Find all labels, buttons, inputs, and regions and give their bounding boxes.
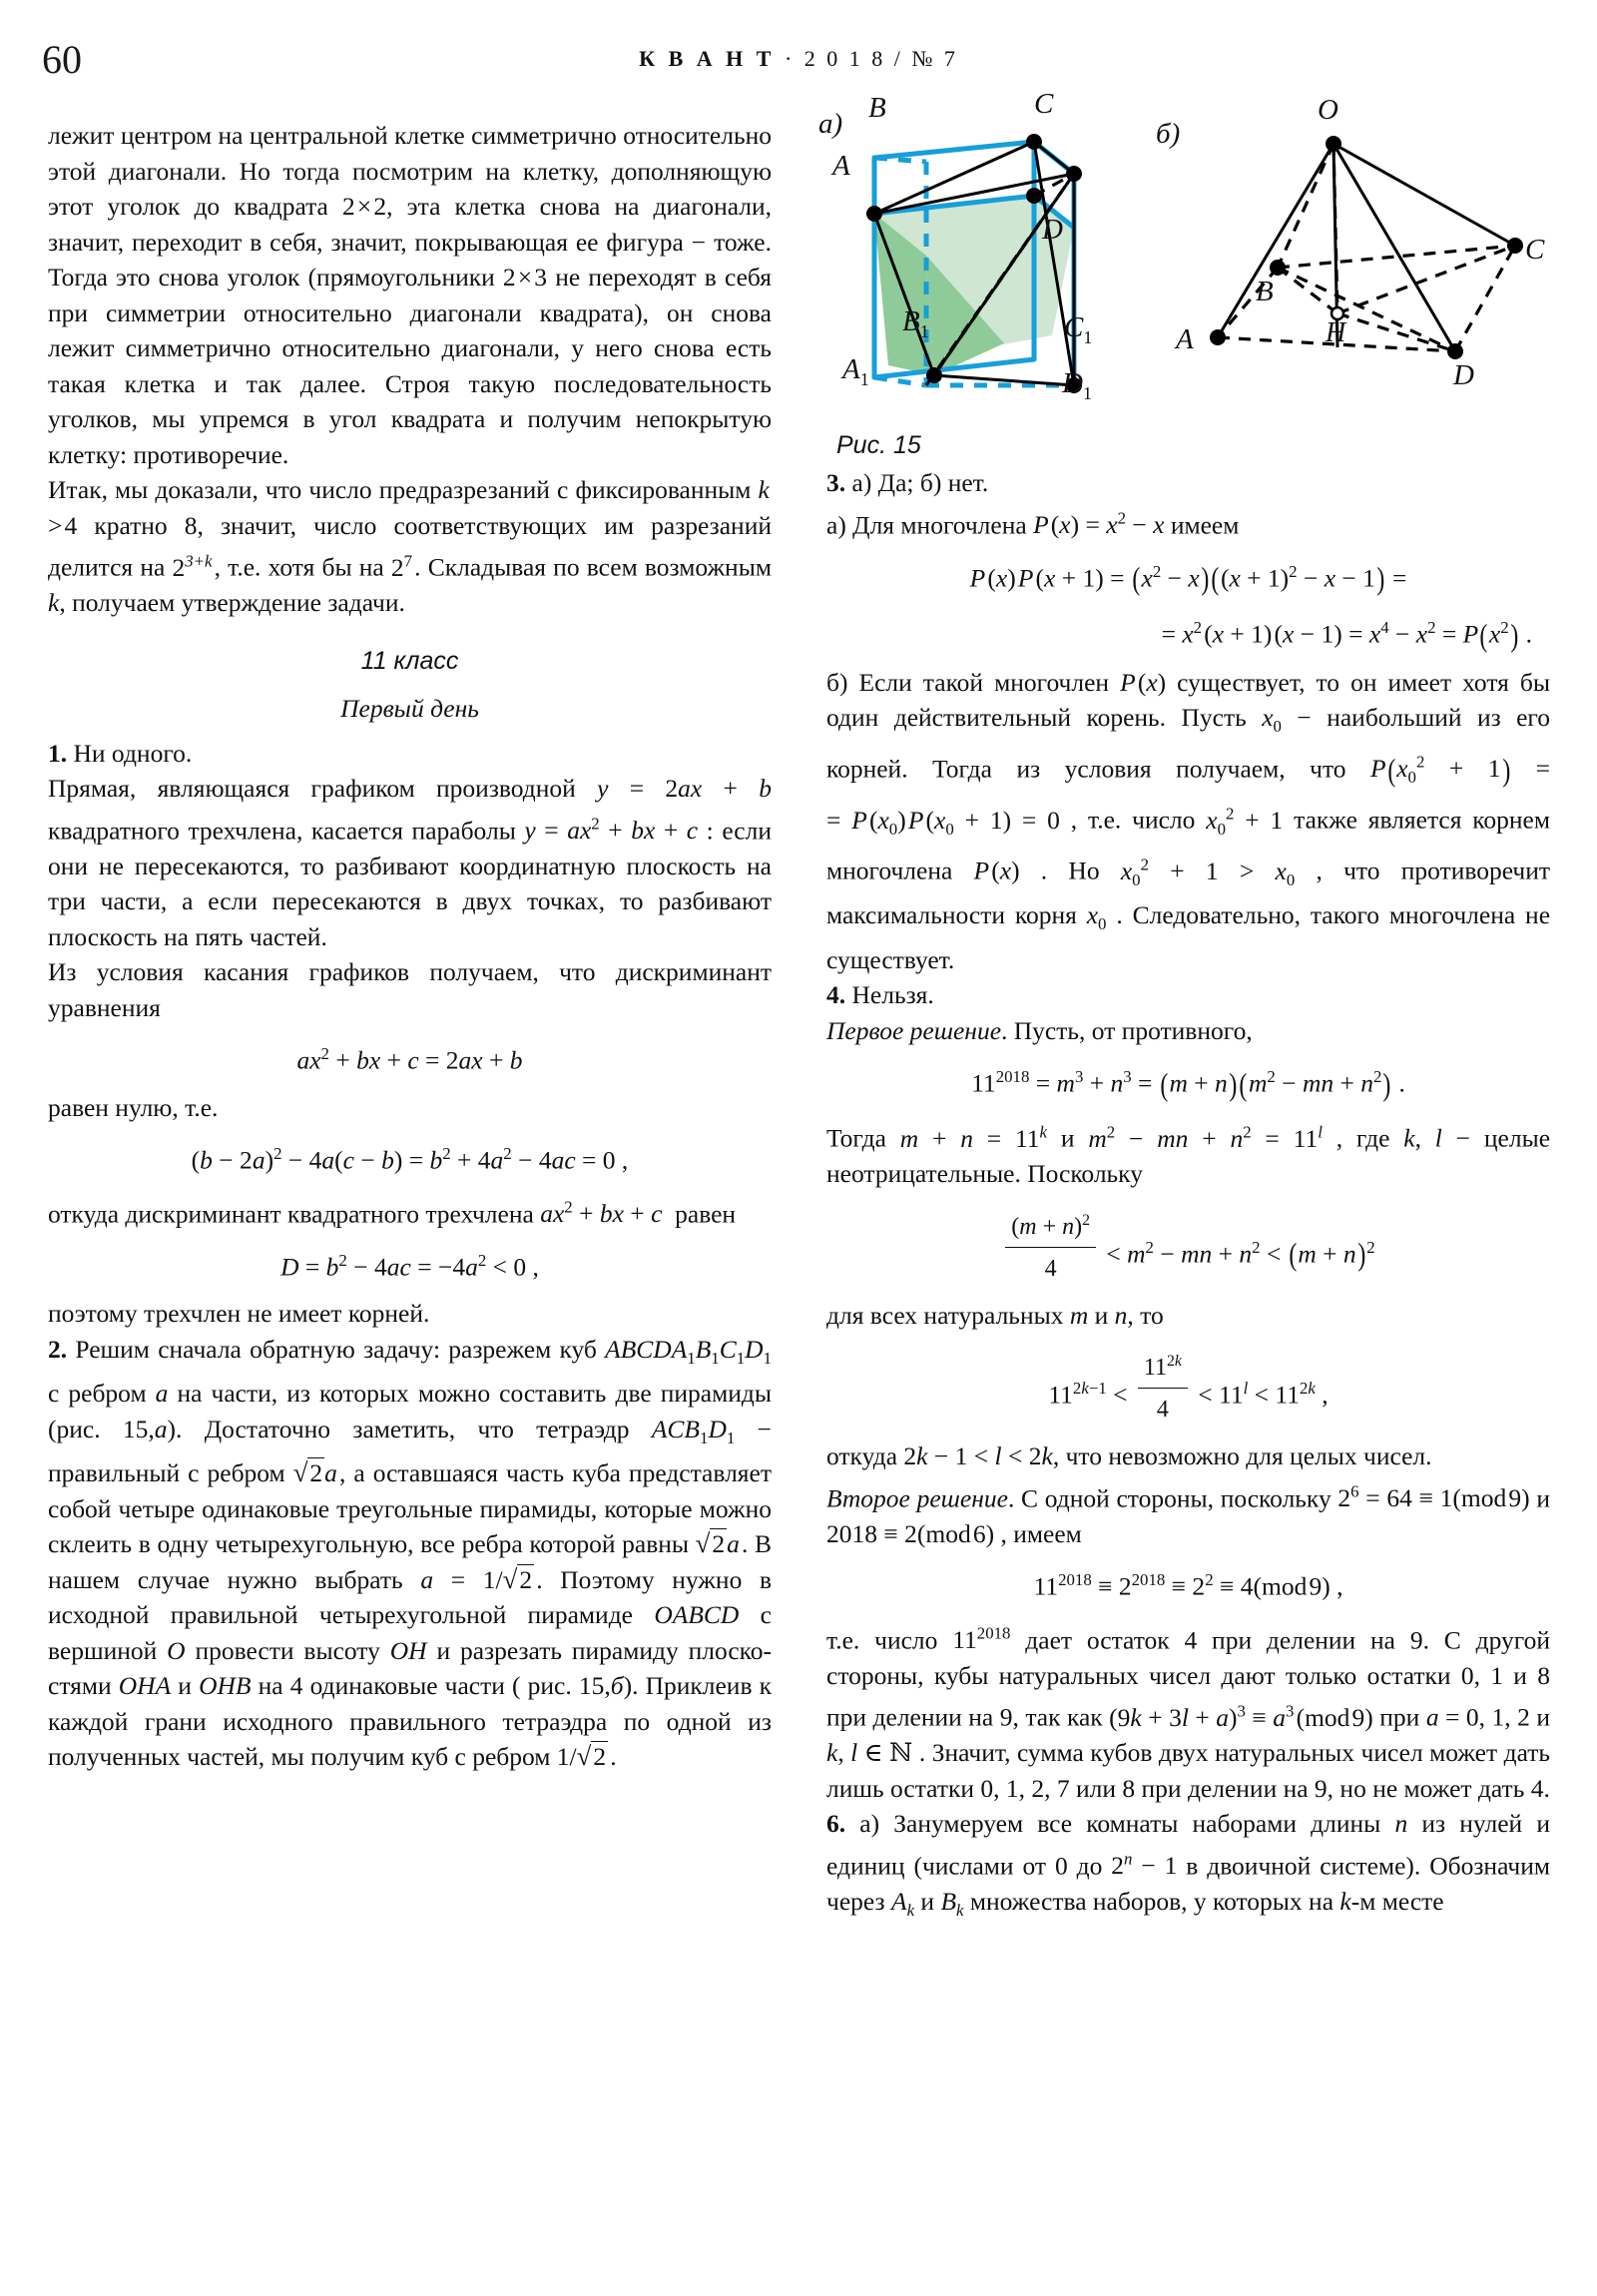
problem-2-number: 2. — [48, 1334, 68, 1364]
problem-1-answer: Ни одного. — [73, 738, 193, 768]
masthead-separator: · — [784, 46, 796, 71]
label-O: O — [1318, 94, 1338, 126]
problem-1-body-1: Прямая, являющаяся графиком производной y = 2ax + b квадратного трехчлена, касается параболы $y = ax^2$ + bx + c : если они не пересекаются, то разбивают координатную плоскость на три части, а если пересекаются в двух точках, то разбивают плоскость на пять частей. — [48, 774, 772, 951]
fraction-11-2k-over-4: $\frac{11^{2k}}{4}$ — [1138, 1342, 1188, 1430]
problem-6: 6. а) Занумеруем все комнаты наборами длины n из нулей и единиц (числами от 0 до $2^n - 1$ в двоичной системе). Обозначим через $A_k$ и $B_k$ множества наборов, у которых на k-м месте — [826, 1809, 1551, 1920]
figure-part-b-label: б) — [1156, 118, 1181, 150]
paragraph-conclusion: Итак, мы доказали, что число предразрезаний с фиксированным k > 4 кратно 8, значит, число соответствующих им разрезаний делится на $2^{3+k}$ , т.е. хотя бы на $2^7$ . Складывая по всем возможным k, получаем утверждение задачи. — [48, 475, 772, 617]
problem-4-display-4: $11^{2018} \equiv 2^{2018} \equiv 2^2 \equiv 4(mod$ 9) , — [1033, 1570, 1343, 1601]
label-D1: $D_1$ — [1062, 367, 1092, 403]
problem-4-display-3: $11^{2k-1}$ < $\frac{11^{2k}}{4}$ < $11^l < 11^{2k}$ , — [826, 1342, 1550, 1430]
problem-3-a: а) Для многочлена P $(x) = x^2 - x$ имеем — [826, 508, 1240, 539]
label-pyr-D: D — [1453, 359, 1474, 391]
figure-15 — [818, 88, 1565, 425]
problem-4-body-3: откуда 2k − 1 < l < 2k, что невозможно для целых чисел. — [826, 1441, 1432, 1470]
label-pyr-A: A — [1176, 323, 1194, 355]
label-B1: $B_1$ — [902, 305, 929, 341]
problem-1-display-1: $ax^2$ + bx + c = 2ax + b — [296, 1044, 523, 1075]
problem-2: 2. Решим сначала обратную задачу: разрежем куб $ABCDA_1B_1C_1D_1$ с ребром a на части, из которых можно составить две пирамиды (рис. 15,а). Достаточно заметить, что тетраэдр $ACB_1D_1$ − правильный с ребром √2a , а оставшаяся часть куба представляет собой четыре одинаковые треугольные пирамиды, которые можно склеить в одну четырехугольную, все ребра которой равны √2a . В нашем случае нужно выбрать a = 1/√2 . Поэтому нужно в исходной правильной четырехугольной пирамиде OABCD с вершиной O провести высоту OH и разрезать пирамиду плоскостями OHA и OHB на 4 одинаковые части ( рис. 15,б). Приклеив к каждой грани исходного правильного тетраэдра по одной из полученных частей, мы получим куб с ребром 1/√2 . — [48, 1334, 773, 1772]
problem-3-display-1: P (x) P $(x + 1) = (x^2 - x)((x + 1)^2 - x - 1)$ = — [969, 561, 1407, 597]
pyramid-vertex-dots — [1210, 136, 1523, 359]
left-column — [48, 118, 772, 1775]
problem-3-display-2: = $x^2$ (x + 1) $(x - 1) = x^4 - x^2 = P(x^2)$ . — [1161, 617, 1532, 653]
problem-3-answer: а) Да; б) нет. — [851, 468, 989, 497]
problem-4-display-1: $11^{2018} = m^3 + n^3 = (m + n)(m^2$ − mn + $n^2$) . — [971, 1067, 1405, 1103]
pyramid-edges-solid — [1218, 144, 1515, 351]
grade-heading: 11 класс — [360, 646, 459, 675]
problem-1-display-2: $(b - 2a)^2 - 4a(c - b) = b^2 + 4a^2 - 4ac = 0$ , — [191, 1144, 629, 1175]
fraction-m-plus-n-squared-over-4: $\frac{(m + n)^2}{4}$ — [1005, 1201, 1096, 1289]
day-heading: Первый день — [340, 693, 479, 723]
page-header — [0, 28, 1597, 88]
problem-4-answer: Нельзя. — [851, 980, 934, 1010]
paragraph-continuation: лежит центром на центральной клетке симметрично относительно этой диагонали. Но тогда посмотрим на клетку, дополняющую этот уголок до квадрата 2 × 2, эта клетка снова на диагонали, значит, переходит в себя, значит, покрывающая ее фигура − тоже. Тогда это снова уголок (прямоугольники 2 × 3 не переходят в себя при симметрии относительно диагонали квадрата), он снова лежит симметрично относительно диагонали, у него снова есть такая клетка и так далее. Строя такую последовательность уголков, мы упремся в угол квадрата и получим непокрытую клетку: противоречие. — [48, 121, 773, 469]
problem-6-number: 6. — [826, 1809, 846, 1838]
label-pyr-C: C — [1525, 234, 1545, 266]
problem-3 — [826, 465, 1550, 501]
problem-1-body-4: откуда дискриминант квадратного трехчлена $ax^2$ + bx + c равен — [48, 1197, 737, 1228]
right-column — [826, 465, 1550, 1928]
label-C1: $C_1$ — [1064, 311, 1093, 347]
label-A1: $A_1$ — [842, 353, 869, 389]
figure-part-a-label: a) — [818, 108, 843, 140]
page-number: 60 — [42, 37, 82, 82]
pyramid-edges-dashed — [1218, 144, 1515, 351]
problem-4-body-2: для всех натуральных m и n, то — [826, 1300, 1164, 1330]
label-A: A — [832, 150, 850, 182]
problem-4-body-1: Тогда $m + n = 11^k$ и $m^2$ − mn + $n^2 = 11^l$ , где k, l − целые неотрицательные. Поскольку — [826, 1122, 1551, 1189]
journal-masthead — [0, 46, 1597, 72]
problem-1-body-3: равен нулю, т.е. — [48, 1092, 219, 1122]
journal-name: К В А Н Т — [639, 46, 776, 71]
solution-1-title: Первое решение — [826, 1015, 1002, 1045]
problem-4-display-2: $\frac{(m + n)^2}{4}$ < $m^2$ − mn + $n^2 < (m + n)^2$ — [826, 1201, 1550, 1289]
problem-4-body-4: т.е. число $11^{2018}$ дает остаток 4 при делении на 9. С другой стороны, кубы натуральных чисел дают только остатки 0, 1 и 8 при делении на 9, так как $(9k + 3l + a)^3 \equiv a^3$ (mod 9) при a = 0, 1, 2 и k, l ∈ ℕ . Значит, сумма кубов двух натуральных чисел может дать лишь остатки 0, 1, 2, 7 или 8 при делении на 9, но не может дать 4. — [826, 1623, 1550, 1803]
problem-4-solution-1-lead — [826, 1013, 1550, 1049]
label-B: B — [868, 92, 886, 124]
problem-1-display-3: $D = b^2 - 4ac = -4a^2 < 0$ , — [280, 1250, 539, 1281]
solution-2-title: Второе решение — [826, 1483, 1008, 1512]
problem-1-number: 1. — [48, 738, 68, 768]
problem-1-body-5: поэтому трехчлен не имеет корней. — [48, 1299, 430, 1328]
problem-4-solution-2-lead: Второе решение. С одной стороны, поскольку $2^6 = 64 \equiv 1(mod$ 9) и 2018 ≡ 2(mod 6) , имеем — [826, 1481, 1550, 1548]
label-H: H — [1326, 317, 1346, 348]
problem-3-b: б) Если такой многочлен P (x) существует, то он имеет хотя бы один действительный корень. Пусть $x_0$ − наибольший из его корней. Тогда из условия получаем, что $P(x_0^2 + 1)$ = = P $(x_0)$ P $(x_0 + 1) = 0$ , т.е. число $x_0^2 + 1$ также является корнем многочлена P (x) . Но $x_0^2 + 1 > x_0$ , что противоречит максимальности корня $x_0$ . Следовательно, такого многочлена не существует. — [826, 667, 1551, 974]
label-C: C — [1034, 88, 1054, 120]
journal-issue: 2 0 1 8 / № 7 — [803, 46, 958, 71]
problem-1-body-2: Из условия касания графиков получаем, что дискриминант уравнения — [48, 957, 772, 1022]
problem-1 — [48, 736, 772, 772]
problem-4-number: 4. — [826, 980, 846, 1010]
label-D: D — [1042, 214, 1063, 246]
problem-3-number: 3. — [826, 468, 846, 497]
label-pyr-B: B — [1256, 276, 1274, 307]
solution-1-lead: . Пусть, от противного, — [1001, 1015, 1253, 1045]
problem-4 — [826, 977, 1550, 1013]
figure-caption: Рис. 15 — [836, 431, 921, 459]
